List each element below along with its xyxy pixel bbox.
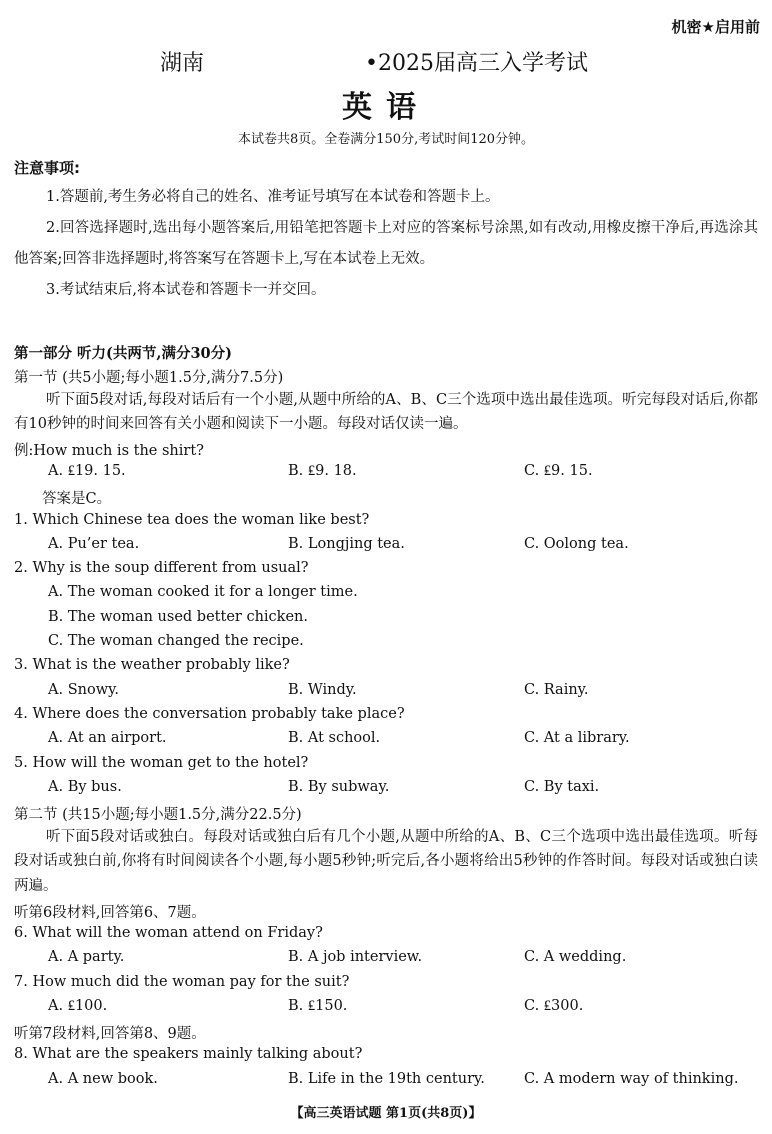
exam-title: •2025届高三入学考试 bbox=[365, 51, 588, 76]
option-b: B. Life in the 19th century. bbox=[288, 1071, 485, 1087]
part-title: 第一部分 听力(共两节,满分30分) bbox=[14, 345, 232, 362]
option-c: C. A modern way of thinking. bbox=[524, 1071, 739, 1087]
option-a: A. ₤100. bbox=[48, 998, 108, 1014]
section-instructions: 听下面5段对话,每段对话后有一个小题,从题中所给的A、B、C三个选项中选出最佳选项。听完每段对话后,你都有10秒钟的时间来回答有关小题和阅读下一小题。每段对话仅读一遍。 bbox=[14, 392, 758, 433]
section-title: 第二节 (共15小题;每小题1.5分,满分22.5分) bbox=[14, 807, 302, 823]
option-b: B. ₤9. 18. bbox=[288, 463, 357, 479]
option-c: C. ₤9. 15. bbox=[524, 463, 593, 479]
option-c: C. A wedding. bbox=[524, 949, 627, 965]
material-label: 听第7段材料,回答第8、9题。 bbox=[14, 1026, 206, 1042]
question: 2. Why is the soup different from usual? bbox=[14, 560, 309, 576]
example-answer: 答案是C。 bbox=[42, 491, 112, 507]
question: 1. Which Chinese tea does the woman like best? bbox=[14, 512, 370, 528]
question: 3. What is the weather probably like? bbox=[14, 657, 290, 673]
note-item: 1.答题前,考生务必将自己的姓名、准考证号填写在本试卷和答题卡上。 bbox=[46, 189, 500, 205]
section-instructions: 听下面5段对话或独白。每段对话或独白后有几个小题,从题中所给的A、B、C三个选项中选出最佳选项。听每段对话或独白前,你将有时间阅读各个小题,每小题5秒钟;听完后,各小题将给出5秒钟的作答时间。每段对话或独白读两遍。 bbox=[14, 829, 758, 894]
section-title: 第一节 (共5小题;每小题1.5分,满分7.5分) bbox=[14, 370, 284, 386]
option-a: A. A new book. bbox=[48, 1071, 158, 1087]
option-a: A. Pu’er tea. bbox=[48, 536, 140, 552]
option-c: C. The woman changed the recipe. bbox=[48, 633, 304, 649]
option-a: A. The woman cooked it for a longer time. bbox=[48, 584, 358, 600]
question: 5. How will the woman get to the hotel? bbox=[14, 755, 309, 771]
page-footer: 【高三英语试题 第1页(共8页)】 bbox=[290, 1106, 482, 1121]
option-a: A. At an airport. bbox=[48, 730, 167, 746]
option-b: B. Windy. bbox=[288, 682, 357, 698]
question: 7. How much did the woman pay for the suit? bbox=[14, 974, 350, 990]
option-c: C. Oolong tea. bbox=[524, 536, 629, 552]
question: 4. Where does the conversation probably take place? bbox=[14, 706, 405, 722]
option-c: C. ₤300. bbox=[524, 998, 584, 1014]
option-c: C. At a library. bbox=[524, 730, 630, 746]
option-b: B. The woman used better chicken. bbox=[48, 609, 308, 625]
notes-title: 注意事项: bbox=[14, 159, 80, 177]
option-a: A. ₤19. 15. bbox=[48, 463, 126, 479]
material-label: 听第6段材料,回答第6、7题。 bbox=[14, 905, 206, 921]
option-b: B. At school. bbox=[288, 730, 381, 746]
option-b: B. ₤150. bbox=[288, 998, 348, 1014]
option-c: C. Rainy. bbox=[524, 682, 589, 698]
note-item: 2.回答选择题时,选出每小题答案后,用铅笔把答题卡上对应的答案标号涂黑,如有改动,用橡皮擦干净后,再选涂其他答案;回答非选择题时,将答案写在答题卡上,写在本试卷上无效。 bbox=[14, 220, 758, 267]
question: 6. What will the woman attend on Friday? bbox=[14, 925, 323, 941]
option-b: B. Longjing tea. bbox=[288, 536, 405, 552]
option-c: C. By taxi. bbox=[524, 779, 600, 795]
option-a: A. A party. bbox=[48, 949, 125, 965]
example-question: 例:How much is the shirt? bbox=[14, 443, 204, 459]
subject-title: 英语 bbox=[342, 90, 430, 125]
option-b: B. By subway. bbox=[288, 779, 390, 795]
exam-info: 本试卷共8页。全卷满分150分,考试时间120分钟。 bbox=[237, 132, 535, 147]
option-b: B. A job interview. bbox=[288, 949, 423, 965]
question: 8. What are the speakers mainly talking about? bbox=[14, 1046, 363, 1062]
note-item: 3.考试结束后,将本试卷和答题卡一并交回。 bbox=[46, 282, 326, 298]
option-a: A. Snowy. bbox=[48, 682, 119, 698]
option-a: A. By bus. bbox=[48, 779, 122, 795]
confidential-label: 机密★启用前 bbox=[671, 18, 760, 36]
exam-region: 湖南 bbox=[160, 51, 205, 76]
